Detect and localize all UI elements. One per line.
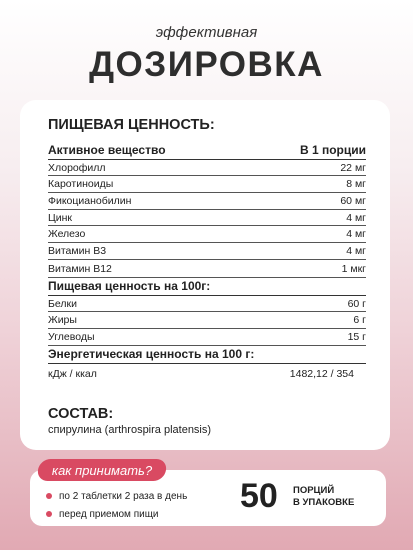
row-value: 4 мг <box>346 245 366 257</box>
row-value: 1482,12 / 354 <box>289 367 354 380</box>
active-table-header <box>48 140 366 160</box>
list-item <box>46 487 187 505</box>
nutrition-title: ПИЩЕВАЯ ЦЕННОСТЬ: <box>48 117 215 133</box>
bullet-dot-icon <box>46 511 52 517</box>
table-row <box>48 176 366 193</box>
row-value: 6 г <box>353 314 366 326</box>
table-row <box>48 193 366 210</box>
per100-table <box>48 276 366 346</box>
bullet-dot-icon <box>46 493 52 499</box>
table-row <box>48 296 366 312</box>
table-row <box>48 160 366 176</box>
table-row <box>48 364 366 383</box>
energy-title-text: Энергетическая ценность на 100 г: <box>48 346 255 361</box>
energy-title <box>48 344 366 364</box>
row-value: 22 мг <box>340 161 366 174</box>
portions-line2: В УПАКОВКЕ <box>293 497 355 508</box>
row-value: 8 мг <box>346 178 366 190</box>
subtitle: эффективная <box>155 24 258 41</box>
per100-title <box>48 276 366 296</box>
row-name: Хлорофилл <box>48 161 106 174</box>
how-to-label: как принимать? <box>52 462 153 478</box>
row-value: 60 г <box>347 297 366 310</box>
portions-label <box>293 485 354 509</box>
row-name: Каротиноиды <box>48 178 114 190</box>
composition-title: СОСТАВ: <box>48 406 114 422</box>
header-right: В 1 порции <box>299 142 366 157</box>
row-name: Жиры <box>48 314 77 326</box>
row-name: кДж / ккал <box>48 367 97 380</box>
portions-line1: ПОРЦИЙ <box>293 485 335 496</box>
table-row <box>48 210 366 226</box>
list-item <box>46 505 187 523</box>
composition-text: спирулина (arthrospira platensis) <box>48 424 212 436</box>
header-left: Активное вещество <box>48 142 166 157</box>
row-value: 4 мг <box>346 211 366 224</box>
row-value: 4 мг <box>346 228 366 240</box>
row-name: Витамин В3 <box>48 245 107 257</box>
how-to-badge <box>36 459 167 481</box>
list-item-text: перед приемом пищи <box>59 508 159 520</box>
how-to-list <box>46 487 187 523</box>
page-title: ДОЗИРОВКА <box>89 45 324 84</box>
row-name: Фикоцианобилин <box>48 195 132 207</box>
row-value: 15 г <box>347 331 366 343</box>
table-row <box>48 226 366 243</box>
row-name: Цинк <box>48 211 73 224</box>
row-name: Железо <box>48 228 86 240</box>
list-item-text: по 2 таблетки 2 раза в день <box>59 490 188 502</box>
active-table <box>48 140 366 278</box>
row-value: 60 мг <box>340 195 366 207</box>
table-row <box>48 312 366 329</box>
row-name: Витамин В12 <box>48 262 112 275</box>
row-value: 1 мкг <box>341 262 366 275</box>
table-row <box>48 243 366 260</box>
row-name: Углеводы <box>48 331 95 343</box>
energy-table <box>48 344 366 383</box>
per100-title-text: Пищевая ценность на 100г: <box>48 278 211 293</box>
portions-number: 50 <box>240 477 278 515</box>
row-name: Белки <box>48 297 77 310</box>
